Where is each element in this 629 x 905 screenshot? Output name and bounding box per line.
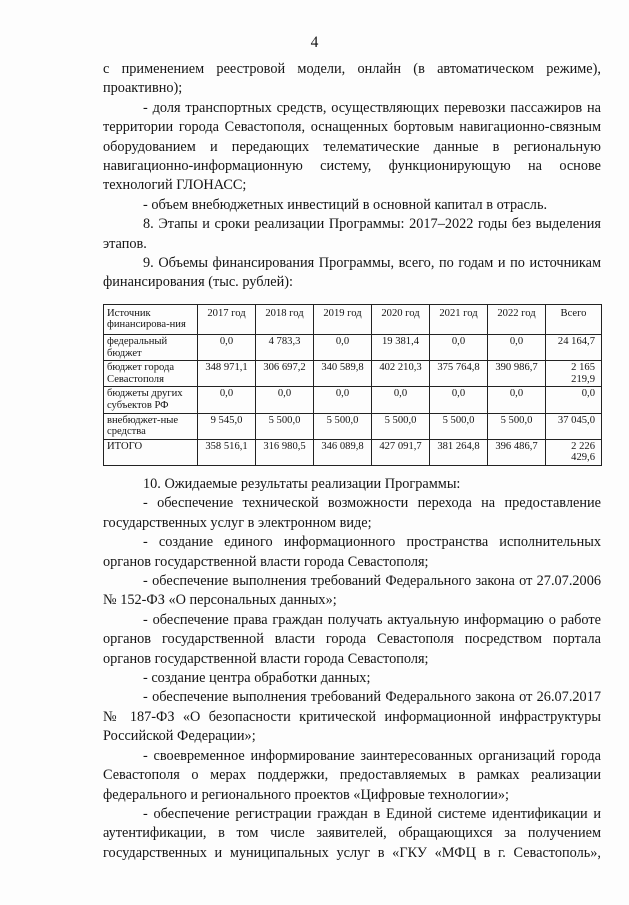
table-row xyxy=(104,413,602,439)
table-cell: 402 210,3 xyxy=(372,361,430,387)
header-year: Всего xyxy=(546,304,602,334)
table-cell: 390 986,7 xyxy=(488,361,546,387)
row-source-cell: федеральный бюджет xyxy=(104,335,198,361)
header-year: 2022 год xyxy=(488,304,546,334)
table-cell: 375 764,8 xyxy=(430,361,488,387)
table-cell: 0,0 xyxy=(430,335,488,361)
paragraph: 9. Объемы финансирования Программы, всего, по годам и по источникам финансирования (тыс. рублей): xyxy=(103,255,601,291)
row-source-cell: внебюджет-ные средства xyxy=(104,413,198,439)
paragraphs-bottom xyxy=(103,475,601,863)
table-cell: 5 500,0 xyxy=(372,413,430,439)
header-year: 2017 год xyxy=(198,304,256,334)
header-year: 2021 год xyxy=(430,304,488,334)
row-source-cell: бюджет города Севастополя xyxy=(104,361,198,387)
table-cell: 346 089,8 xyxy=(314,439,372,465)
table-cell: 0,0 xyxy=(256,387,314,413)
paragraph: - своевременное информирование заинтересованных организаций города Севастополя о мерах поддержки, предоставляемых в рамках реализации федерального и регионального проектов «Цифровые технологии»; xyxy=(103,747,601,803)
table-cell: 0,0 xyxy=(314,387,372,413)
table-cell: 0,0 xyxy=(488,335,546,361)
table-cell: 4 783,3 xyxy=(256,335,314,361)
paragraph: - объем внебюджетных инвестиций в основной капитал в отрасль. xyxy=(143,196,548,213)
paragraph: - доля транспортных средств, осуществляющих перевозки пассажиров на территории города Севастополя, оснащенных бортовым навигационно-связным оборудованием и передающих телематические данные в региональную навигационно-информационную систему, функционирующую на основе технологий ГЛОНАСС; xyxy=(103,99,601,194)
table-cell: 0,0 xyxy=(198,387,256,413)
header-year: 2018 год xyxy=(256,304,314,334)
paragraph: - создание единого информационного пространства исполнительных органов государственной власти города Севастополя; xyxy=(103,534,601,570)
table-row xyxy=(104,335,602,361)
paragraph: - обеспечение выполнения требований Федерального закона от 27.07.2006 № 152-ФЗ «О персональных данных»; xyxy=(103,573,601,609)
header-source: Источник финансирова-ния xyxy=(104,304,198,334)
table-cell: 0,0 xyxy=(198,335,256,361)
table-cell: 0,0 xyxy=(314,335,372,361)
table-row xyxy=(104,439,602,465)
table-cell: 0,0 xyxy=(372,387,430,413)
paragraph: 8. Этапы и сроки реализации Программы: 2017–2022 годы без выделения этапов. xyxy=(103,216,601,252)
table-cell: 381 264,8 xyxy=(430,439,488,465)
paragraph: - создание центра обработки данных; xyxy=(143,670,371,687)
table-cell: 396 486,7 xyxy=(488,439,546,465)
table-cell: 2 165 219,9 xyxy=(546,361,602,387)
table-cell: 358 516,1 xyxy=(198,439,256,465)
table-cell: 5 500,0 xyxy=(488,413,546,439)
header-year: 2019 год xyxy=(314,304,372,334)
paragraphs-top xyxy=(103,60,601,293)
table-cell: 9 545,0 xyxy=(198,413,256,439)
table-header-row xyxy=(104,304,602,334)
table-cell: 306 697,2 xyxy=(256,361,314,387)
table-body xyxy=(104,335,602,466)
paragraph: с применением реестровой модели, онлайн (в автоматическом режиме), проактивно); xyxy=(103,61,601,97)
paragraph: 10. Ожидаемые результаты реализации Программы: xyxy=(143,476,461,492)
table-cell: 19 381,4 xyxy=(372,335,430,361)
paragraph: - обеспечение выполнения требований Федерального закона от 26.07.2017 № 187-ФЗ «О безопасности критической информационной инфраструктуры Российской Федерации»; xyxy=(103,689,601,745)
paragraph: - обеспечение технической возможности перехода на предоставление государственных услуг в электронном виде; xyxy=(103,495,601,531)
paragraph: - обеспечение регистрации граждан в Единой системе идентификации и аутентификации, в том числе заявителей, обращающихся за получением государственных и муниципальных услуг в «ГКУ «МФЦ в г. Севастополь», xyxy=(103,805,601,861)
document-body xyxy=(103,60,601,863)
table-cell: 37 045,0 xyxy=(546,413,602,439)
table-cell: 340 589,8 xyxy=(314,361,372,387)
table-cell: 427 091,7 xyxy=(372,439,430,465)
paragraph: - обеспечение права граждан получать актуальную информацию о работе органов государственной власти города Севастополя посредством портала органов государственной власти города Севастополя; xyxy=(103,611,601,667)
header-year: 2020 год xyxy=(372,304,430,334)
financing-table xyxy=(103,304,602,466)
table-cell: 348 971,1 xyxy=(198,361,256,387)
table-cell: 0,0 xyxy=(488,387,546,413)
table-row xyxy=(104,361,602,387)
table-row xyxy=(104,387,602,413)
table-cell: 5 500,0 xyxy=(256,413,314,439)
row-source-cell: ИТОГО xyxy=(104,439,198,465)
row-source-cell: бюджеты других субъектов РФ xyxy=(104,387,198,413)
table-cell: 24 164,7 xyxy=(546,335,602,361)
table-cell: 2 226 429,6 xyxy=(546,439,602,465)
page-number: 4 xyxy=(310,34,319,51)
table-cell: 5 500,0 xyxy=(430,413,488,439)
table-cell: 0,0 xyxy=(430,387,488,413)
table-cell: 5 500,0 xyxy=(314,413,372,439)
table-cell: 0,0 xyxy=(546,387,602,413)
table-cell: 316 980,5 xyxy=(256,439,314,465)
